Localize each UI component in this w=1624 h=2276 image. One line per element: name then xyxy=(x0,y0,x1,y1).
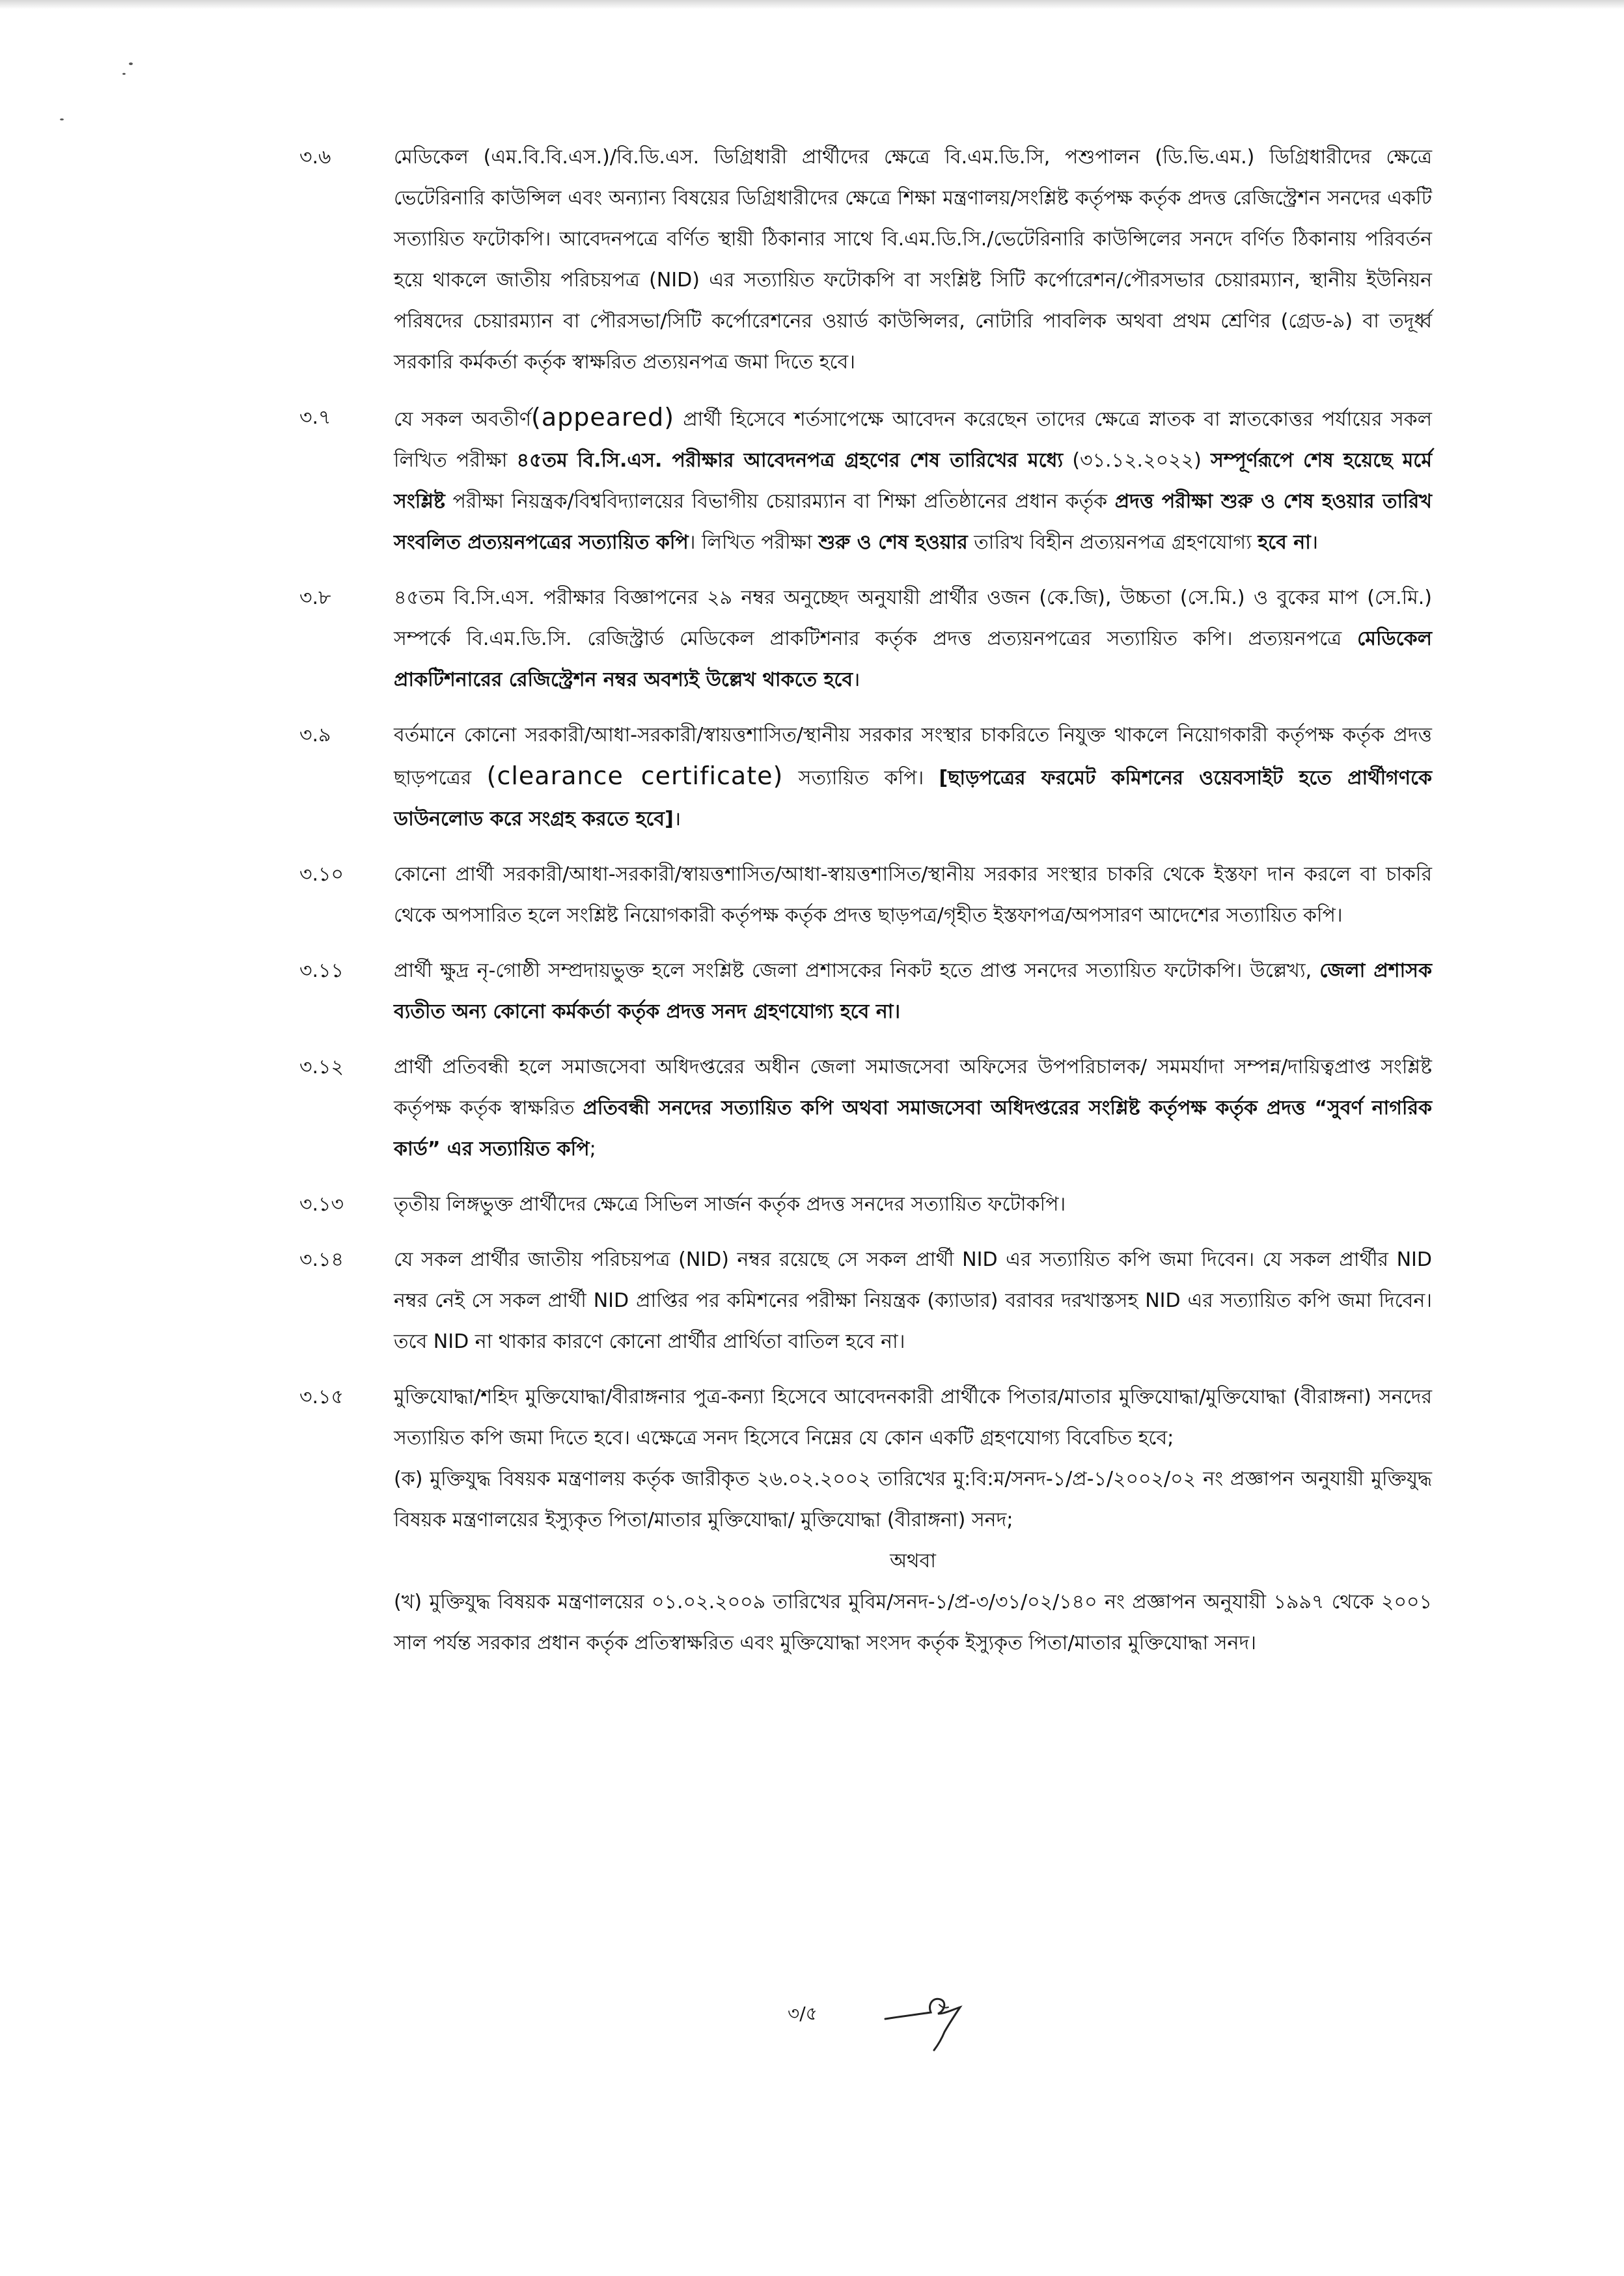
page-number: ৩/৫ xyxy=(788,2003,818,2024)
clause-3-11 xyxy=(299,950,1432,1032)
clause-text xyxy=(394,1239,1432,1362)
text-run: তৃতীয় লিঙ্গভুক্ত প্রার্থীদের ক্ষেত্রে সিভিল সার্জন কর্তৃক প্রদত্ত সনদের সত্যায়িত ফটোকপি। xyxy=(394,1193,1066,1216)
text-run: ৪৫তম বি.সি.এস. পরীক্ষার বিজ্ঞাপনের ২৯ নম্বর অনুচ্ছেদ অনুযায়ী প্রার্থীর ওজন (কে.জি), উচ্চতা (সে.মি.) ও বুকের মাপ (সে.মি.) সম্পর্কে বি.এম.ডি.সি. রেজিস্ট্রার্ড মেডিকেল প্রাকটিশনার কর্তৃক প্রদত্ত প্রত্যয়নপত্রের সত্যায়িত কপি। প্রত্যয়নপত্রে xyxy=(394,586,1432,650)
clause-text xyxy=(394,854,1432,936)
clause-number: ৩.১১ xyxy=(299,959,344,982)
clause-3-7 xyxy=(299,397,1432,563)
clause-3-8 xyxy=(299,577,1432,700)
or-separator: অথবা xyxy=(890,1550,936,1572)
sub-clause-ka: (ক) মুক্তিযুদ্ধ বিষয়ক মন্ত্রণালয় কর্তৃক জারীকৃত ২৬.০২.২০০২ তারিখের মু:বি:ম/সনদ-১/প্র-১/২০০২/০২ নং প্রজ্ঞাপন অনুযায়ী মুক্তিযুদ্ধ বিষয়ক মন্ত্রণালয়ের ইস্যুকৃত পিতা/মাতার মুক্তিযোদ্ধা/ মুক্তিযোদ্ধা (বীরাঙ্গনা) সনদ; xyxy=(394,1468,1432,1531)
text-run: প্রার্থী ক্ষুদ্র নৃ-গোষ্ঠী সম্প্রদায়ভুক্ত হলে সংশ্লিষ্ট জেলা প্রশাসকের নিকট হতে প্রাপ্ত সনদের সত্যায়িত ফটোকপি। উল্লেখ্য, xyxy=(394,959,1320,982)
clause-text xyxy=(394,1184,1432,1225)
scan-top-edge xyxy=(0,0,1624,9)
document-body xyxy=(299,137,1432,1678)
clause-number: ৩.১৩ xyxy=(299,1193,344,1216)
text-run-bold: প্রতিবন্ধী সনদের সত্যায়িত কপি অথবা সমাজসেবা অধিদপ্তরের সংশ্লিষ্ট কর্তৃপক্ষ কর্তৃক প্রদত্ত “সুবর্ণ নাগরিক কার্ড” এর সত্যায়িত কপি xyxy=(394,1097,1432,1160)
clause-3-10 xyxy=(299,854,1432,936)
clause-3-12 xyxy=(299,1047,1432,1170)
scan-speck xyxy=(122,73,126,75)
clause-3-13 xyxy=(299,1184,1432,1225)
scan-speck xyxy=(60,118,64,120)
text-run: প্রার্থী প্রতিবন্ধী হলে সমাজসেবা অধিদপ্তরের অধীন জেলা সমাজসেবা অফিসের উপপরিচালক/ সমমর্যাদা সম্পন্ন/দায়িত্বপ্রাপ্ত সংশ্লিষ্ট কর্তৃপক্ষ কর্তৃক স্বাক্ষরিত xyxy=(394,1056,1432,1119)
text-run: কোনো প্রার্থী সরকারী/আধা-সরকারী/স্বায়ত্তশাসিত/আধা-স্বায়ত্তশাসিত/স্থানীয় সরকার সংস্থার চাকরি থেকে ইস্তফা দান করলে বা চাকরি থেকে অপসারিত হলে সংশ্লিষ্ট নিয়োগকারী কর্তৃপক্ষ কর্তৃক প্রদত্ত ছাড়পত্র/গৃহীত ইস্তফাপত্র/অপসারণ আদেশের সত্যায়িত কপি। xyxy=(394,863,1432,927)
clause-number: ৩.৬ xyxy=(299,146,331,169)
text-run-latin: (clearance certificate) xyxy=(486,761,784,790)
text-run: সত্যায়িত কপি। xyxy=(783,767,939,789)
clause-text xyxy=(394,950,1432,1032)
text-run: । xyxy=(673,808,681,830)
page-footer xyxy=(0,1985,1624,2063)
text-run: । লিখিত পরীক্ষা xyxy=(688,531,819,554)
text-run: মেডিকেল (এম.বি.বি.এস.)/বি.ডি.এস. ডিগ্রিধারী প্রার্থীদের ক্ষেত্রে বি.এম.ডি.সি, পশুপালন (ডি.ভি.এম.) ডিগ্রিধারীদের ক্ষেত্রে ভেটেরিনারি কাউন্সিল এবং অন্যান্য বিষয়ের ডিগ্রিধারীদের ক্ষেত্রে শিক্ষা মন্ত্রণালয়/সংশ্লিষ্ট কর্তৃপক্ষ কর্তৃক প্রদত্ত রেজিস্ট্রেশন সনদের একটি সত্যায়িত ফটোকপি। আবেদনপত্রে বর্ণিত স্থায়ী ঠিকানার সাথে বি.এম.ডি.সি./ভেটেরিনারি কাউন্সিলের সনদে বর্ণিত ঠিকানায় পরিবর্তন হয়ে থাকলে জাতীয় পরিচয়পত্র (NID) এর সত্যায়িত ফটোকপি বা সংশ্লিষ্ট সিটি কর্পোরেশন/পৌরসভার চেয়ারম্যান, স্থানীয় ইউনিয়ন পরিষদের চেয়ারম্যান বা পৌরসভা/সিটি কর্পোরেশনের ওয়ার্ড কাউন্সিলর, নোটারি পাবলিক অথবা প্রথম শ্রেণির (গ্রেড-৯) বা তদূর্ধ্ব সরকারি কর্মকর্তা কর্তৃক স্বাক্ষরিত প্রত্যয়নপত্র জমা দিতে হবে। xyxy=(394,146,1432,374)
text-run: মুক্তিযোদ্ধা/শহিদ মুক্তিযোদ্ধা/বীরাঙ্গনার পুত্র-কন্যা হিসেবে আবেদনকারী প্রার্থীকে পিতার/মাতার মুক্তিযোদ্ধা/মুক্তিযোদ্ধা (বীরাঙ্গনা) সনদের সত্যায়িত কপি জমা দিতে হবে। এক্ষেত্রে সনদ হিসেবে নিম্নের যে কোন একটি গ্রহণযোগ্য বিবেচিত হবে; xyxy=(394,1386,1432,1449)
clause-3-6 xyxy=(299,137,1432,383)
clause-3-14 xyxy=(299,1239,1432,1362)
clause-number: ৩.৯ xyxy=(299,724,331,747)
text-run: ; xyxy=(589,1138,596,1160)
text-run-bold: মেডিকেল প্রাকটিশনারের রেজিস্ট্রেশন নম্বর অবশ্যই উল্লেখ থাকতে হবে xyxy=(394,627,1432,691)
text-run: । xyxy=(853,668,860,691)
clause-text xyxy=(394,577,1432,700)
text-run: বর্তমানে কোনো সরকারী/আধা-সরকারী/স্বায়ত্তশাসিত/স্থানীয় সরকার সংস্থার চাকরিতে নিযুক্ত থাকলে নিয়োগকারী কর্তৃপক্ষ কর্তৃক প্রদত্ত ছাড়পত্রের xyxy=(394,724,1432,789)
clause-number: ৩.৮ xyxy=(299,586,331,609)
clause-number: ৩.১৪ xyxy=(299,1248,344,1271)
clause-text xyxy=(394,137,1432,383)
clause-text xyxy=(394,397,1432,563)
text-run: পরীক্ষা নিয়ন্ত্রক/বিশ্ববিদ্যালয়ের বিভাগীয় চেয়ারম্যান বা শিক্ষা প্রতিষ্ঠানের প্রধান কর্তৃক xyxy=(445,490,1115,513)
clause-text xyxy=(394,1047,1432,1170)
text-run: (৩১.১২.২০২২) xyxy=(1063,449,1211,472)
text-run: তারিখ বিহীন প্রত্যয়নপত্র গ্রহণযোগ্য xyxy=(967,531,1258,554)
clause-number: ৩.১২ xyxy=(299,1056,344,1078)
text-run-bold: শুরু ও শেষ হওয়ার xyxy=(818,531,968,554)
text-run-bold: সম্পূর্ণরূপে শেষ হয়েছে মর্মে সংশ্লিষ্ট xyxy=(394,449,1432,513)
text-run-bold: জেলা প্রশাসক ব্যতীত অন্য কোনো কর্মকর্তা কর্তৃক প্রদত্ত সনদ গ্রহণযোগ্য হবে না। xyxy=(394,959,1432,1023)
sub-clause-kha: (খ) মুক্তিযুদ্ধ বিষয়ক মন্ত্রণালয়ের ০১.০২.২০০৯ তারিখের মুবিম/সনদ-১/প্র-৩/৩১/০২/১৪০ নং প্রজ্ঞাপন অনুযায়ী ১৯৯৭ থেকে ২০০১ সাল পর্যন্ত সরকার প্রধান কর্তৃক প্রতিস্বাক্ষরিত এবং মুক্তিযোদ্ধা সংসদ কর্তৃক ইস্যুকৃত পিতা/মাতার মুক্তিযোদ্ধা সনদ। xyxy=(394,1591,1432,1654)
text-run-bold: হবে না xyxy=(1258,531,1311,554)
text-run-latin: (appeared) xyxy=(531,403,675,432)
text-run-bold: প্রদত্ত পরীক্ষা শুরু ও শেষ হওয়ার তারিখ সংবলিত প্রত্যয়নপত্রের সত্যায়িত কপি xyxy=(394,490,1432,554)
clause-3-9 xyxy=(299,715,1432,840)
clause-number: ৩.৭ xyxy=(299,406,331,429)
clause-text xyxy=(394,715,1432,840)
text-run: প্রার্থী হিসেবে শর্তসাপেক্ষে আবেদন করেছেন তাদের ক্ষেত্রে স্নাতক বা স্নাতকোত্তর পর্যায়ের সকল লিখিত পরীক্ষা xyxy=(394,408,1432,472)
clause-3-15 xyxy=(299,1377,1432,1664)
text-run: যে সকল অবতীর্ণ xyxy=(394,408,531,431)
signature-mark xyxy=(882,1985,973,2057)
scan-speck xyxy=(129,62,133,65)
clause-number: ৩.১৫ xyxy=(299,1386,344,1408)
text-run: যে সকল প্রার্থীর জাতীয় পরিচয়পত্র (NID) নম্বর রয়েছে সে সকল প্রার্থী NID এর সত্যায়িত কপি জমা দিবেন। যে সকল প্রার্থীর NID নম্বর নেই সে সকল প্রার্থী NID প্রাপ্তির পর কমিশনের পরীক্ষা নিয়ন্ত্রক (ক্যাডার) বরাবর দরখাস্তসহ NID এর সত্যায়িত কপি জমা দিবেন। তবে NID না থাকার কারণে কোনো প্রার্থীর প্রার্থিতা বাতিল হবে না। xyxy=(394,1248,1432,1353)
clause-text xyxy=(394,1377,1432,1459)
text-run: । xyxy=(1310,531,1319,554)
clause-number: ৩.১০ xyxy=(299,863,344,886)
text-run-bold: ৪৫তম বি.সি.এস. পরীক্ষার আবেদনপত্র গ্রহণের শেষ তারিখের মধ্যে xyxy=(516,449,1064,472)
text-run-bold: [ছাড়পত্রের ফরমেট কমিশনের ওয়েবসাইট হতে প্রার্থীগণকে ডাউনলোড করে সংগ্রহ করতে হবে] xyxy=(394,767,1433,830)
